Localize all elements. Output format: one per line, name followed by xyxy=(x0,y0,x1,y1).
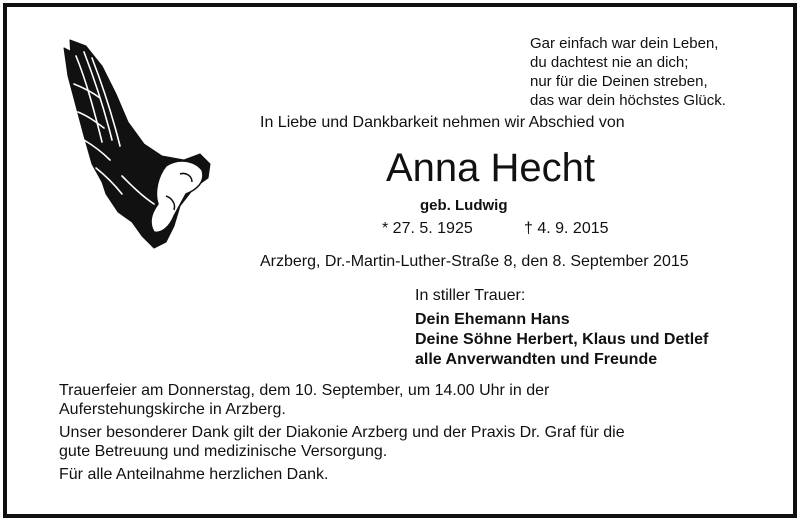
poem xyxy=(530,34,726,110)
deceased-name: Anna Hecht xyxy=(386,146,596,190)
notes xyxy=(59,381,625,488)
thanks-line: Unser besonderer Dank gilt der Diakonie Arzberg und der Praxis Dr. Graf für die xyxy=(59,424,625,441)
birth-date: * 27. 5. 1925 xyxy=(382,220,473,237)
mourner: alle Anverwandten und Freunde xyxy=(415,351,658,368)
thanks-text xyxy=(59,423,625,461)
closing-text xyxy=(59,465,625,484)
mourner: Deine Söhne Herbert, Klaus und Detlef xyxy=(415,331,709,348)
death-date: † 4. 9. 2015 xyxy=(524,220,609,237)
mourners-list xyxy=(415,310,708,370)
mourning-label: In stiller Trauer: xyxy=(415,287,526,304)
maiden-name: geb. Ludwig xyxy=(420,197,508,214)
mourner: Dein Ehemann Hans xyxy=(415,311,570,328)
poem-line: du dachtest nie an dich; xyxy=(530,54,689,71)
service-line: Trauerfeier am Donnerstag, dem 10. September, um 14.00 Uhr in der xyxy=(59,382,550,399)
praying-hands-icon xyxy=(62,36,222,254)
poem-line: das war dein höchstes Glück. xyxy=(530,92,726,109)
thanks-line: gute Betreuung und medizinische Versorgung. xyxy=(59,443,388,460)
closing-line: Für alle Anteilnahme herzlichen Dank. xyxy=(59,466,329,483)
poem-line: nur für die Deinen streben, xyxy=(530,73,708,90)
service-info xyxy=(59,381,625,419)
intro-text: In Liebe und Dankbarkeit nehmen wir Abschied von xyxy=(260,114,625,131)
place-date: Arzberg, Dr.-Martin-Luther-Straße 8, den 8. September 2015 xyxy=(260,253,689,270)
service-line: Auferstehungskirche in Arzberg. xyxy=(59,401,286,418)
poem-line: Gar einfach war dein Leben, xyxy=(530,35,719,52)
